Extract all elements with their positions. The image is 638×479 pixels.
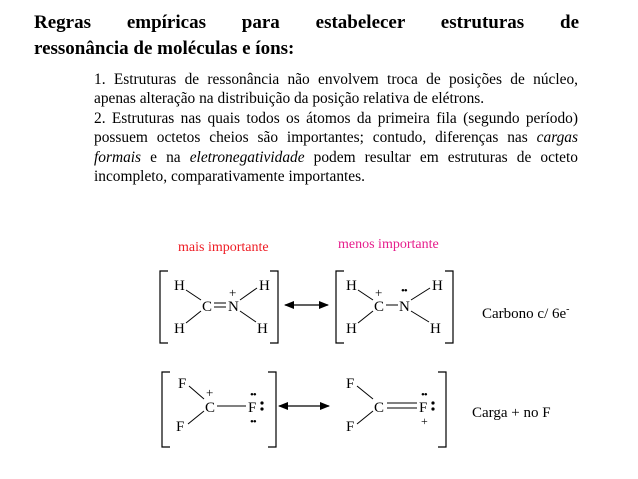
bond [186,311,201,323]
bond [411,288,430,300]
atom-h: H [259,278,270,294]
structure-4 [346,372,446,447]
lone-pair-dot [260,401,263,404]
lone-pair: •• [250,389,256,401]
atom-f: F [178,376,187,392]
rule-2-electronegativity: eletronegatividade [189,148,305,166]
lone-pair: •• [421,389,427,401]
rule-1: 1. Estruturas de ressonância não envolvem troca de posições de núcleo, apenas alteração na distribuição da posição relativa de elétrons. [94,71,578,108]
rule-2-formal-charges: cargas formais [94,129,578,166]
bond [357,386,373,399]
lone-pair-dot [431,401,434,404]
title-line-1: Regras empíricas para estabelecer estruturas de [34,12,579,33]
bracket-right [268,372,276,447]
plus-charge: + [229,285,237,300]
structure-3 [162,372,276,447]
atom-f: F [419,400,428,416]
atom-n: N [399,299,410,315]
atom-c: C [374,400,385,416]
bracket-right [445,271,453,343]
atom-h: H [432,278,443,294]
lone-pair: •• [250,416,256,428]
atom-h: H [257,321,268,337]
plus-charge: + [421,414,428,428]
atom-f: F [176,419,185,435]
structure-2 [336,271,453,343]
less-important-label: menos importante [338,237,439,252]
atom-c: C [202,299,213,315]
atom-f: F [248,400,257,416]
bond [357,411,373,424]
bond [240,288,257,300]
atom-f: F [346,419,355,435]
bracket-left [162,372,170,447]
bond [188,411,204,424]
bond [358,311,373,323]
more-important-label: mais importante [178,240,269,255]
bracket-left [160,271,168,343]
atom-c: C [205,400,216,416]
carbon-note-text: Carbono c/ 6e [482,306,567,322]
lone-pair-dot [431,407,434,410]
charge-note: Carga + no F [472,405,551,421]
lone-pair: •• [401,285,407,297]
lone-pair-dot [260,407,263,410]
title-line-2: ressonância de moléculas e íons: [34,38,295,59]
rule-2-part-1: 2. Estruturas nas quais todos os átomos da primeira fila (segundo período) possuem octetos cheios são importantes; contudo, diferenças nas [94,109,578,147]
bracket-right [438,372,446,447]
bond [240,311,256,322]
atom-h: H [430,321,441,337]
atom-h: H [346,321,357,337]
structure-1 [160,271,278,343]
atom-h: H [174,278,185,294]
atom-n: N [228,299,239,315]
atom-c: C [374,299,385,315]
rule-2-part-3: podem resultar em estruturas de octeto incompleto, comparativamente importantes. [94,148,578,186]
bracket-left [336,271,344,343]
atom-h: H [346,278,357,294]
bond [186,290,201,300]
atom-h: H [174,321,185,337]
bond [411,311,429,322]
plus-charge: + [375,285,383,300]
rule-2-part-2: e na [141,148,190,166]
carbon-note-sup: - [566,304,570,315]
bond [358,290,373,300]
bond [189,386,204,399]
bracket-right [270,271,278,343]
plus-charge: + [206,385,214,400]
atom-f: F [346,376,355,392]
